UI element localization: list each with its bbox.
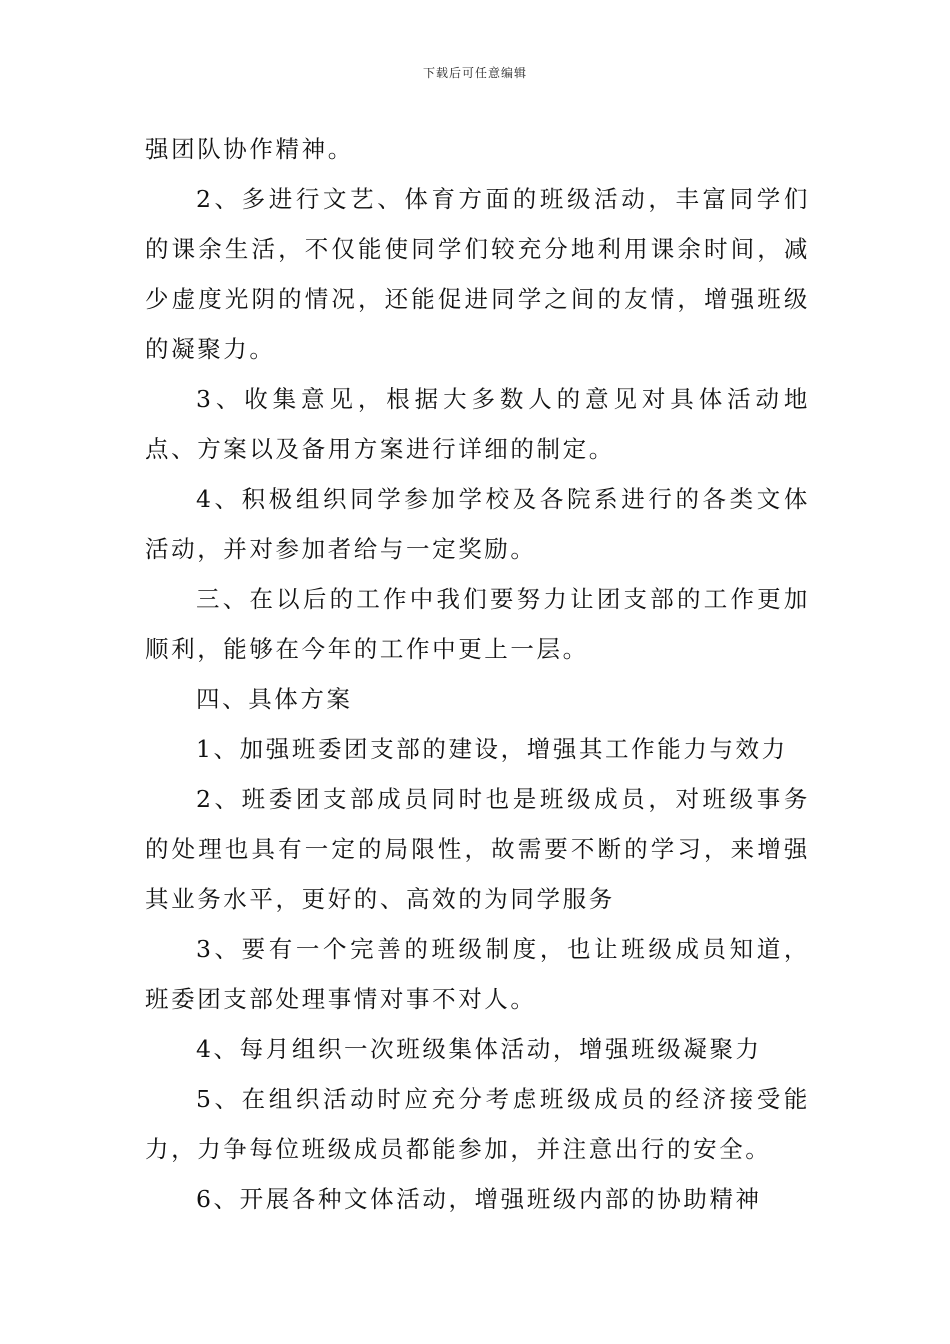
paragraph: 4、每月组织一次班级集体活动，增强班级凝聚力: [196, 1035, 762, 1063]
paragraph: 强团队协作精神。: [145, 135, 354, 163]
page-header: 下载后可任意编辑: [422, 66, 527, 80]
section-heading: 四、具体方案: [196, 685, 353, 713]
paragraph: 2、多进行文艺、体育方面的班级活动，丰富同学们的课余生活，不仅能使同学们较充分地利用课余时间，减少虚度光阴的情况，还能促进同学之间的友情，增强班级的凝聚力。: [145, 185, 810, 363]
document-body: [145, 124, 810, 1224]
paragraph: 三、在以后的工作中我们要努力让团支部的工作更加顺利，能够在今年的工作中更上一层。: [145, 585, 810, 663]
paragraph: 1、加强班委团支部的建设，增强其工作能力与效力: [196, 735, 788, 763]
paragraph: 2、班委团支部成员同时也是班级成员，对班级事务的处理也具有一定的局限性，故需要不断的学习，来增强其业务水平，更好的、高效的为同学服务: [145, 785, 810, 913]
paragraph: 4、积极组织同学参加学校及各院系进行的各类文体活动，并对参加者给与一定奖励。: [145, 485, 810, 563]
paragraph: 3、收集意见，根据大多数人的意见对具体活动地点、方案以及备用方案进行详细的制定。: [145, 385, 810, 463]
paragraph: 3、要有一个完善的班级制度，也让班级成员知道，班委团支部处理事情对事不对人。: [145, 935, 810, 1013]
paragraph: 5、在组织活动时应充分考虑班级成员的经济接受能力，力争每位班级成员都能参加，并注意出行的安全。: [145, 1085, 810, 1163]
paragraph: 6、开展各种文体活动，增强班级内部的协助精神: [196, 1185, 762, 1213]
